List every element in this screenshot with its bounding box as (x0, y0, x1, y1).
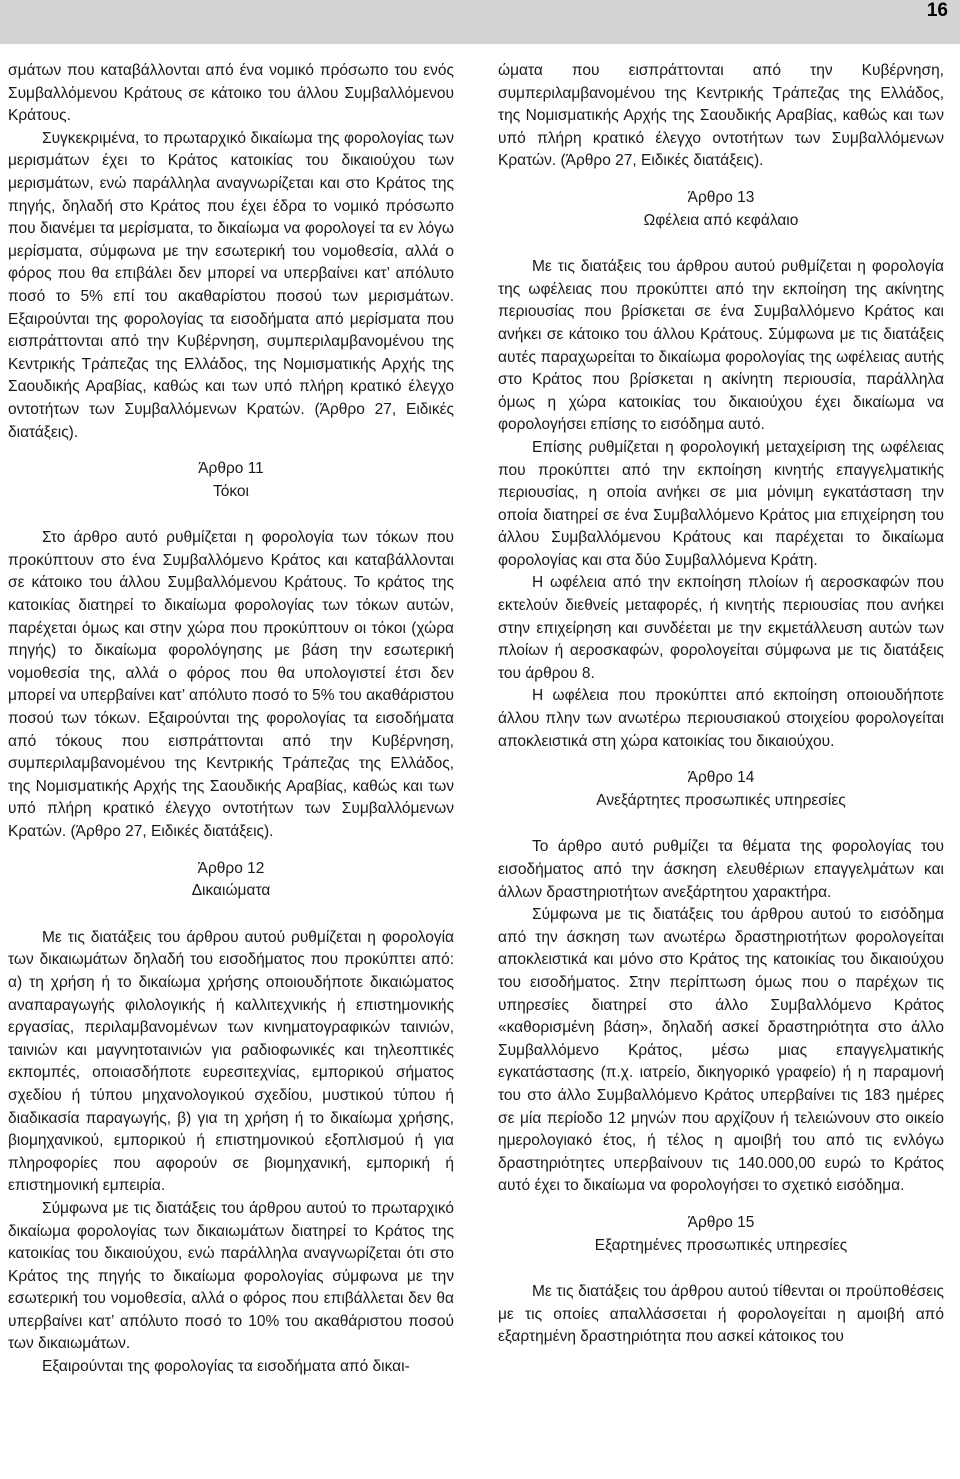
article-heading (8, 858, 454, 903)
paragraph: Με τις διατάξεις του άρθρου αυτού τίθενται οι προϋποθέσεις με τις οποίες απαλλάσσεται ή φορολογείται η αμοιβή από εξαρτημένη δραστηριότητα που ασκεί κάτοικος του (498, 1283, 944, 1346)
paragraph: Σύμφωνα με τις διατάξεις του άρθρου αυτού το εισόδημα από την άσκηση των ανωτέρω δραστηριοτήτων φορολογείται αποκλειστικά και μόνο στο Κράτος της κατοικίας του δικαιούχου του εισοδήματος. Στην περίπτωση όμως που ο παρέχων τις υπηρεσίες διατηρεί στο άλλο Συμβαλλόμενο Κράτος «καθορισμένη βάση», δηλαδή ασκεί δραστηριότητα στο άλλο Συμβαλλόμενο Κράτος, μέσω μιας επαγγελματικής εγκατάστασης (π.χ. ιατρείο, δικηγορικό γραφείο) ή η παραμονή του στο άλλο Συμβαλλόμενο Κράτος υπερβαίνει τις 183 ημέρες σε μία περίοδο 12 μηνών που αρχίζουν ή τελειώνουν στο οικείο ημερολογιακό έτος, ή τέλος η αμοιβή του από τις ενλόγω δραστηριότητες υπερβαίνουν τις 140.000,00 ευρώ το Κράτος αυτό έχει το δικαίωμα να φορολογήσει το σχετικό εισόδημα. (498, 906, 944, 1195)
article-title: Ανεξάρτητες προσωπικές υπηρεσίες (596, 791, 846, 809)
article-title: Δικαιώματα (191, 882, 271, 900)
paragraph: Σύμφωνα με τις διατάξεις του άρθρου αυτού το πρωταρχικό δικαίωμα φορολογίας των δικαιωμάτων διατηρεί το Κράτος της κατοικίας του δικαιούχου, ενώ παράλληλα αναγνωρίζεται ότι στο Κράτος της πηγής το δικαίωμα φορολογίας σύμφωνα με την εσωτερική του νομοθεσία, αλλά ο φόρος που επιβάλλεται δεν θα υπερβαίνει κατ’ απόλυτο ποσό το 10% του ακαθάριστου ποσού των δικαιωμάτων. (8, 1199, 454, 1353)
article-title: Εξαρτημένες προσωπικές υπηρεσίες (594, 1236, 848, 1254)
paragraph: Στο άρθρο αυτό ρυθμίζεται η φορολογία των τόκων που προκύπτουν στο ένα Συμβαλλόμενο Κράτος και καταβάλλονται σε κάτοικο του άλλου Συμβαλλόμενου Κράτους. Το κράτος της κατοικίας διατηρεί το δικαίωμα φορολογίας των τόκων αυτών, παρέχεται όμως και στην χώρα που προκύπτουν οι τόκοι (χώρα πηγής) το δικαίωμα φορολόγησης με βάση την εσωτερική νομοθεσία της, αλλά ο φόρος που θα υπολογιστεί έτσι δεν μπορεί να υπερβαίνει κατ’ απόλυτο ποσό το 5% του ακαθάριστου ποσού των τόκων. Εξαιρούνται της φορολογίας τα εισοδήματα από τόκους που εισπράττονται από την Κυβέρνηση, συμπεριλαμβανομένου της Κεντρικής Τράπεζας της Ελλάδος, της Νομισματικής Αρχής της Σαουδικής Αραβίας, καθώς και των υπό πλήρη κρατικό έλεγχο οντοτήτων των Συμβαλλόμενων Κρατών. (Άρθρο 27, Ειδικές διατάξεις). (8, 529, 454, 840)
paragraph: Συγκεκριμένα, το πρωταρχικό δικαίωμα της φορολογίας των μερισμάτων έχει το Κράτος κατοικίας του δικαιούχου των μερισμάτων, ενώ παράλληλα αναγνωρίζεται και στο Κράτος της πηγής, δηλαδή στο Κράτος που έχει έδρα το νομικό πρόσωπο που διανέμει τα μερίσματα, το δικαίωμα να φορολογεί τα εν λόγω μερίσματα, σύμφωνα με την εσωτερική του νομοθεσία, αλλά ο φόρος που θα επιβάλει δεν μπορεί να υπερβαίνει κατ’ απόλυτο ποσό το 5% επί του ακαθαρίστου ποσού των μερισμάτων. Εξαιρούνται της φορολογίας τα εισοδήματα από μερίσματα που εισπράττονται από την Κυβέρνηση, συμπεριλαμβανομένου της Κεντρικής Τράπεζας της Ελλάδος, της Νομισματικής Αρχής της Σαουδικής Αραβίας, καθώς και των υπό πλήρη κρατικό έλεγχο οντοτήτων των Συμβαλλόμενων Κρατών. (Άρθρο 27, Ειδικές διατάξεις). (8, 129, 454, 441)
paragraph: Η ωφέλεια από την εκποίηση πλοίων ή αεροσκαφών που εκτελούν διεθνείς μεταφορές, ή κινητής περιουσίας που ανήκει στην επιχείρηση και συνδέεται με την εκμετάλλευση αυτών των πλοίων ή αεροσκαφών, φορολογείται σύμφωνα με τις διατάξεις του άρθρου 8. (498, 574, 944, 682)
article-heading (8, 458, 454, 503)
paragraph: Με τις διατάξεις του άρθρου αυτού ρυθμίζεται η φορολογία της ωφέλειας που προκύπτει από την εκποίηση της ακίνητης περιουσίας που βρίσκεται σε ένα Συμβαλλόμενο Κράτος και ανήκει σε κάτοικο του άλλου Κράτους. Σύμφωνα με τις διατάξεις αυτές παραχωρείται το δικαίωμα φορολογίας της ωφέλειας αυτής στο Κράτος που βρίσκεται η ακίνητη περιουσία, παράλληλα όμως η χώρα κατοικίας του δικαιούχου έχει δικαίωμα να φορολογήσει επίσης το εισόδημα αυτό. (498, 258, 944, 434)
article-heading (498, 187, 944, 232)
left-column (8, 60, 454, 1379)
article-number: Άρθρο 14 (687, 769, 755, 787)
page-number: 16 (926, 0, 948, 21)
paragraph: Η ωφέλεια που προκύπτει από εκποίηση οποιουδήποτε άλλου πλην των ανωτέρω περιουσιακού στοιχείου φορολογείται αποκλειστικά στη χώρα κατοικίας του δικαιούχου. (498, 687, 944, 750)
paragraph: Το άρθρο αυτό ρυθμίζει τα θέματα της φορολογίας του εισοδήματος από την άσκηση ελευθέριων επαγγελμάτων και άλλων δραστηριοτήτων ανεξάρτητου χαρακτήρα. (498, 838, 944, 901)
continued-paragraph: ώματα που εισπράττονται από την Κυβέρνηση, συμπεριλαμβανομένου της Κεντρικής Τράπεζας της Ελλάδος, της Νομισματικής Αρχής της Σαουδικής Αραβίας, καθώς και των υπό πλήρη κρατικό έλεγχο οντοτήτων των Συμβαλλόμενων Κρατών. (Άρθρο 27, Ειδικές διατάξεις). (498, 62, 944, 170)
right-column (498, 60, 944, 1349)
article-number: Άρθρο 15 (687, 1213, 755, 1231)
article-title: Ωφέλεια από κεφάλαιο (643, 211, 799, 229)
paragraph: Με τις διατάξεις του άρθρου αυτού ρυθμίζεται η φορολογία των δικαιωμάτων δηλαδή του εισοδήματος που προκύπτει από: α) τη χρήση ή το δικαίωμα χρήσης οποιουδήποτε δικαιώματος αναπαραγωγής φιλολογικής ή καλλιτεχνικής ή επιστημονικής εργασίας, περιλαμβανομένων των κινηματογραφικών ταινιών, ταινιών και μαγνητοταινιών για ραδιοφωνικές και τηλεοπτικές εκπομπές, οποιασδήποτε ευρεσιτεχνίας, εμπορικού σήματος σχεδίου ή τύπου μηχανολογικού σχεδίου, μυστικού τύπου ή διαδικασία παραγωγής, β) για τη χρήση ή το δικαίωμα χρήσης, βιομηχανικού, εμπορικού ή επιστημονικού εξοπλισμού ή για πληροφορίες που αφορούν σε βιομηχανική, εμπορική ή επιστημονική εμπειρία. (8, 928, 454, 1195)
continued-paragraph: σμάτων που καταβάλλονται από ένα νομικό πρόσωπο του ενός Συμβαλλόμενου Κράτους σε κάτοικο του άλλου Συμβαλλόμενου Κράτους. (8, 62, 454, 125)
article-title: Τόκοι (212, 482, 249, 500)
page-header-bar (0, 0, 960, 44)
paragraph: Επίσης ρυθμίζεται η φορολογική μεταχείριση της ωφέλειας που προκύπτει από την εκποίηση κινητής επαγγελματικής περιουσίας, η οποία ανήκει σε μια μόνιμη εγκατάσταση την οποία διατηρεί σε ένα Συμβαλλόμενο Κράτος μια επιχείρηση του άλλου Συμβαλλόμενου Κράτους και παρέχεται το δικαίωμα φορολογίας και στα δύο Συμβαλλόμενα Κράτη. (498, 438, 944, 569)
article-heading (498, 1212, 944, 1257)
article-number: Άρθρο 13 (687, 188, 755, 206)
article-heading (498, 767, 944, 812)
article-number: Άρθρο 11 (198, 460, 264, 478)
article-number: Άρθρο 12 (197, 859, 265, 877)
paragraph: Εξαιρούνται της φορολογίας τα εισοδήματα από δικαι- (42, 1358, 410, 1376)
